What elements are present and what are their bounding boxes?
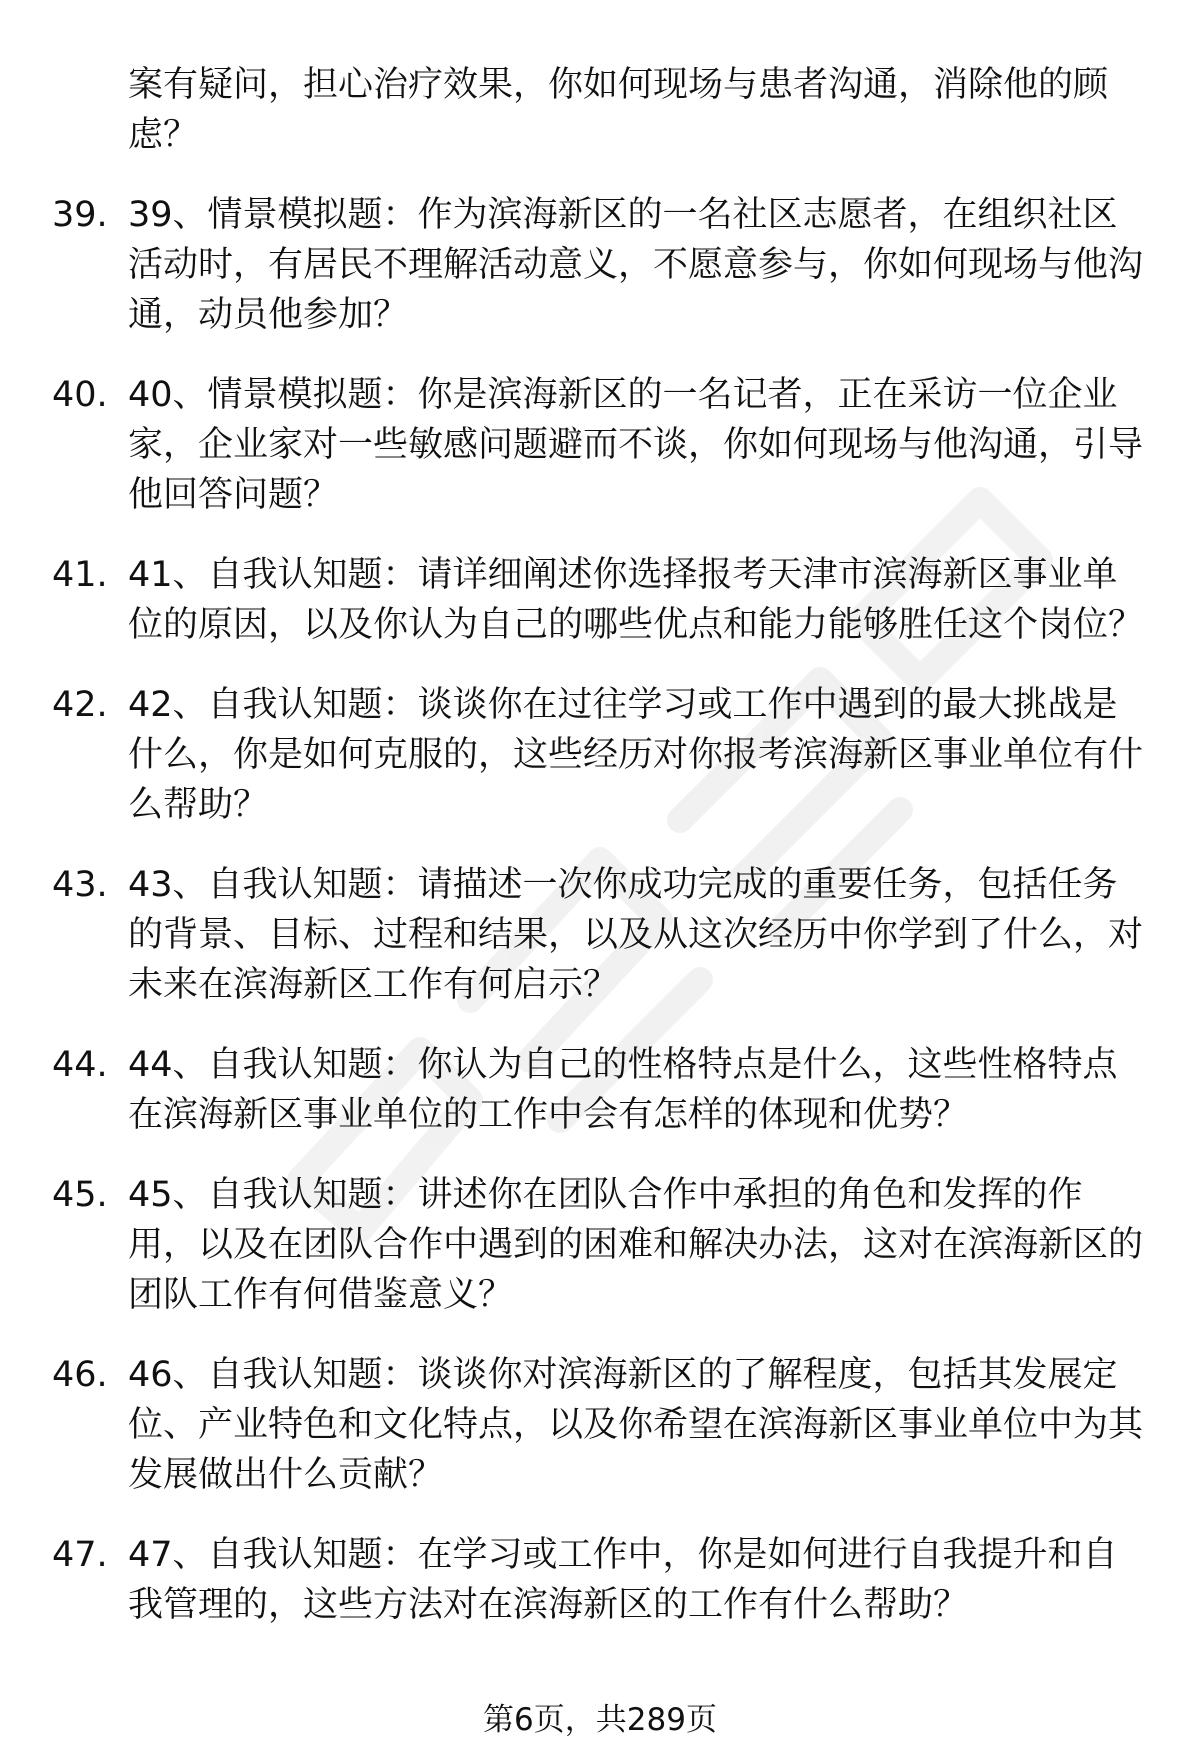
question-text: 45、自我认知题：讲述你在团队合作中承担的角色和发挥的作用，以及在团队合作中遇到的困难和解决办法，这对在滨海新区的团队工作有何借鉴意义？ [128, 1175, 1144, 1315]
question-number: 46. [52, 1355, 108, 1395]
list-item [0, 550, 1200, 650]
question-text: 47、自我认知题：在学习或工作中，你是如何进行自我提升和自我管理的，这些方法对在滨海新区的工作有什么帮助？ [128, 1535, 1118, 1625]
question-text: 46、自我认知题：谈谈你对滨海新区的了解程度，包括其发展定位、产业特色和文化特点，以及你希望在滨海新区事业单位中为其发展做出什么贡献？ [128, 1355, 1144, 1495]
question-number: 43. [52, 865, 108, 905]
question-text: 41、自我认知题：请详细阐述你选择报考天津市滨海新区事业单位的原因，以及你认为自己的哪些优点和能力能够胜任这个岗位？ [128, 555, 1144, 645]
question-text: 42、自我认知题：谈谈你在过往学习或工作中遇到的最大挑战是什么，你是如何克服的，这些经历对你报考滨海新区事业单位有什么帮助？ [128, 685, 1144, 825]
list-item [0, 860, 1200, 1010]
question-number: 45. [52, 1175, 108, 1215]
continued-question-text: 案有疑问，担心治疗效果，你如何现场与患者沟通，消除他的顾虑？ [128, 65, 1109, 155]
list-item [0, 190, 1200, 340]
question-number: 41. [52, 555, 108, 595]
page-footer: 第6页，共289页 [483, 1702, 717, 1738]
list-item [0, 1170, 1200, 1320]
question-text: 40、情景模拟题：你是滨海新区的一名记者，正在采访一位企业家，企业家对一些敏感问题避而不谈，你如何现场与他沟通，引导他回答问题？ [128, 375, 1144, 515]
question-number: 40. [52, 375, 108, 415]
question-number: 44. [52, 1045, 108, 1085]
question-number: 39. [52, 195, 108, 235]
list-item [0, 370, 1200, 520]
question-number: 42. [52, 685, 108, 725]
question-number: 47. [52, 1535, 108, 1575]
list-item [0, 1040, 1200, 1140]
list-item [0, 1350, 1200, 1500]
question-text: 44、自我认知题：你认为自己的性格特点是什么，这些性格特点在滨海新区事业单位的工作中会有怎样的体现和优势？ [128, 1045, 1118, 1135]
list-item [0, 680, 1200, 830]
list-item [0, 1530, 1200, 1630]
question-list [0, 190, 1200, 1660]
question-text: 39、情景模拟题：作为滨海新区的一名社区志愿者，在组织社区活动时，有居民不理解活动意义，不愿意参与，你如何现场与他沟通，动员他参加？ [128, 195, 1144, 335]
question-text: 43、自我认知题：请描述一次你成功完成的重要任务，包括任务的背景、目标、过程和结果，以及从这次经历中你学到了什么，对未来在滨海新区工作有何启示？ [128, 865, 1144, 1005]
